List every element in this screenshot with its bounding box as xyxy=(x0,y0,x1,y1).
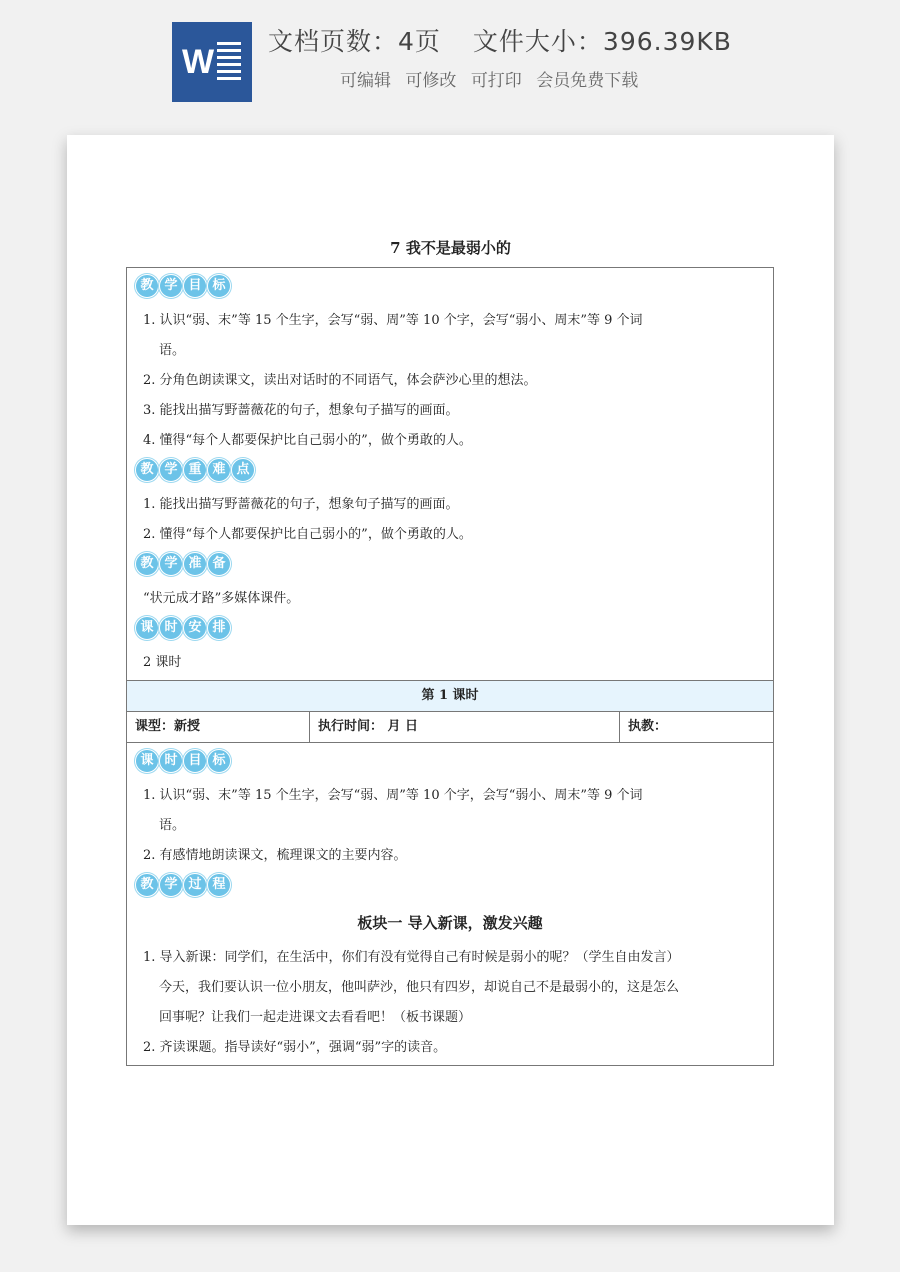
process-heading: 教 学 过 程 xyxy=(135,873,765,899)
goal-item: 1. 认识“弱、末”等 15 个生字，会写“弱、周”等 10 个字，会写“弱小、周末”等 9 个词 xyxy=(143,313,643,328)
overview-section xyxy=(127,268,773,680)
feature-modifiable: 可修改 xyxy=(405,71,457,91)
page-count: 文档页数：4页 xyxy=(268,27,441,56)
goal-item: 4. 懂得“每个人都要保护比自己弱小的”，做个勇敢的人。 xyxy=(143,433,472,448)
key-points-heading: 教 学 重 难 点 xyxy=(135,458,765,484)
feature-editable: 可编辑 xyxy=(340,71,391,91)
schedule-text: 2 课时 xyxy=(143,655,182,670)
goal-item: 3. 能找出描写野蔷薇花的句子，想象句子描写的画面。 xyxy=(143,403,459,418)
feature-printable: 可打印 xyxy=(470,71,522,91)
word-document-icon: W xyxy=(172,22,252,102)
download-banner xyxy=(0,0,900,120)
lesson-plan-table xyxy=(126,267,774,1066)
lesson-band: 第 1 课时 xyxy=(127,680,773,712)
process-item-continued: 回事呢？让我们一起走进课文去看看吧！（板书课题） xyxy=(159,1010,472,1025)
feature-free-download: 会员免费下载 xyxy=(536,71,639,91)
key-point-item: 2. 懂得“每个人都要保护比自己弱小的”，做个勇敢的人。 xyxy=(143,527,472,542)
process-item-continued: 今天，我们要认识一位小朋友，他叫萨沙，他只有四岁，却说自己不是最弱小的，这是怎么 xyxy=(159,980,680,995)
lesson-time: 执行时间： 月 日 xyxy=(310,712,620,742)
feature-list xyxy=(340,66,647,91)
lesson-type: 课型：新授 xyxy=(127,712,310,742)
process-item: 1. 导入新课：同学们，在生活中，你们有没有觉得自己有时候是弱小的呢？（学生自由发言） xyxy=(143,950,680,965)
lesson-teacher: 执教： xyxy=(628,719,668,734)
lesson-goal-item: 1. 认识“弱、末”等 15 个生字，会写“弱、周”等 10 个字，会写“弱小、周末”等 9 个词 xyxy=(143,788,643,803)
preparation-heading: 教 学 准 备 xyxy=(135,552,765,578)
goal-item: 2. 分角色朗读课文，读出对话时的不同语气，体会萨沙心里的想法。 xyxy=(143,373,537,388)
lesson-section xyxy=(127,743,773,1065)
lesson-goal-item-continued: 语。 xyxy=(159,818,186,833)
lesson-goals-heading: 课 时 目 标 xyxy=(135,749,765,775)
lesson-meta-row xyxy=(127,712,773,743)
block-title: 板块一 导入新课，激发兴趣 xyxy=(357,914,543,932)
key-point-item: 1. 能找出描写野蔷薇花的句子，想象句子描写的画面。 xyxy=(143,497,459,512)
goals-heading: 教 学 目 标 xyxy=(135,274,765,300)
file-info xyxy=(268,22,732,58)
lesson-goal-item: 2. 有感情地朗读课文，梳理课文的主要内容。 xyxy=(143,848,407,863)
document-title: 7 我不是最弱小的 xyxy=(390,239,511,257)
schedule-heading: 课 时 安 排 xyxy=(135,616,765,642)
process-item: 2. 齐读课题。指导读好“弱小”，强调“弱”字的读音。 xyxy=(143,1040,447,1055)
preparation-text: “状元成才路”多媒体课件。 xyxy=(143,591,300,606)
goal-item-continued: 语。 xyxy=(159,343,186,358)
document-page xyxy=(67,135,834,1225)
file-size: 文件大小：396.39KB xyxy=(472,27,732,56)
